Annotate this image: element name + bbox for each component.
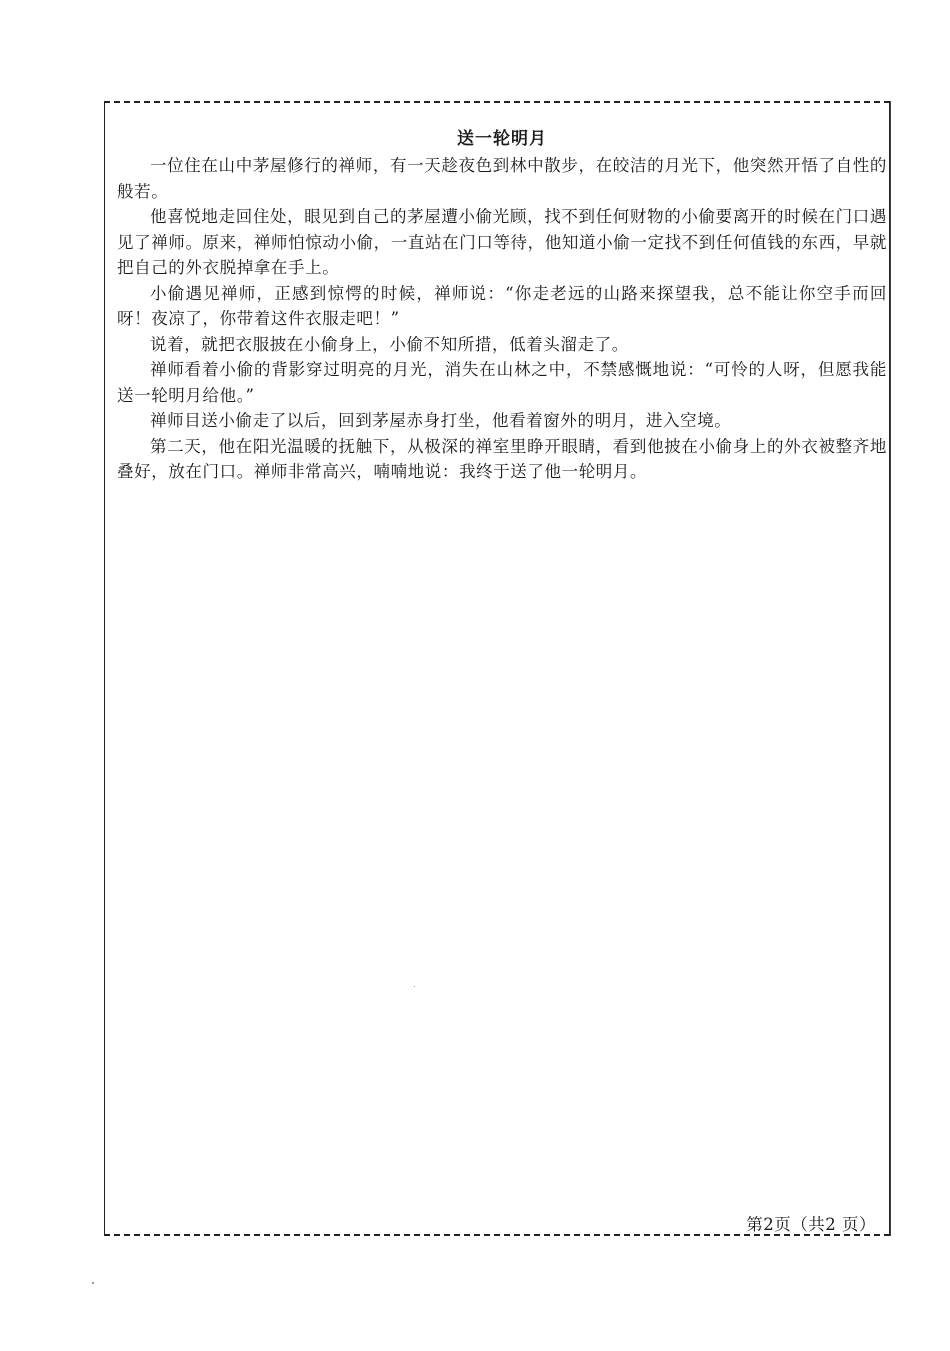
paragraph-3: 小偷遇见禅师，正感到惊愕的时候，禅师说：“你走老远的山路来探望我，总不能让你空手而回呀！夜凉了，你带着这件衣服走吧！” xyxy=(117,283,887,328)
document-body xyxy=(117,124,887,485)
paragraph-7: 第二天，他在阳光温暖的抚触下，从极深的禅室里睁开眼睛，看到他披在小偷身上的外衣被整齐地叠好，放在门口。禅师非常高兴，喃喃地说：我终于送了他一轮明月。 xyxy=(117,436,887,481)
paragraph-4: 说着，就把衣服披在小偷身上，小偷不知所措，低着头溜走了。 xyxy=(150,334,629,354)
scan-speck xyxy=(92,1282,94,1284)
scan-speck xyxy=(414,986,415,987)
paragraph-1: 一位住在山中茅屋修行的禅师，有一天趁夜色到林中散步，在皎洁的月光下，他突然开悟了自性的般若。 xyxy=(117,156,887,201)
paragraph-6: 禅师目送小偷走了以后，回到茅屋赤身打坐，他看着窗外的明月，进入空境。 xyxy=(150,411,732,430)
document-title: 送一轮明月 xyxy=(457,129,547,149)
paragraph-2: 他喜悦地走回住处，眼见到自己的茅屋遭小偷光顾，找不到任何财物的小偷要离开的时候在门口遇见了禅师。原来，禅师怕惊动小偷，一直站在门口等待，他知道小偷一定找不到任何值钱的东西，早就把自己的外衣脱掉拿在手上。 xyxy=(117,207,887,277)
paragraph-5: 禅师看着小偷的背影穿过明亮的月光，消失在山林之中，不禁感慨地说：“可怜的人呀，但愿我能送一轮明月给他。” xyxy=(117,360,887,405)
page-border-right-line xyxy=(890,101,891,1236)
page-number-footer: 第2页（共2 页） xyxy=(746,1215,876,1234)
